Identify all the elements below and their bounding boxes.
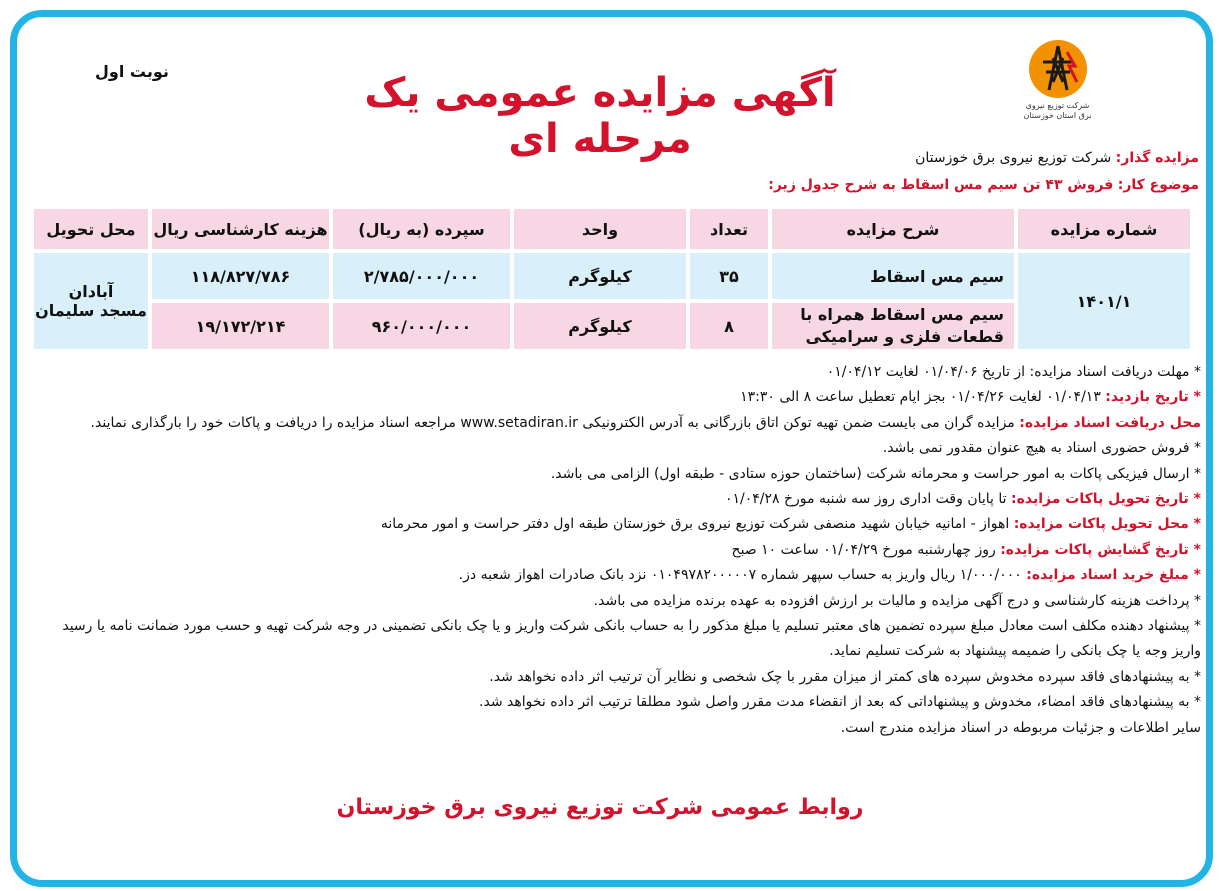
unit-cell: کیلوگرم [514, 253, 686, 299]
document-price-value: ۱/۰۰۰/۰۰۰ ریال واریز به حساب سپهر شماره ۰۱۰۴۹۷۸۲۰۰۰۰۰۷ نزد بانک صادرات اهواز شعبه دز. [458, 567, 1022, 584]
table-row [34, 303, 1190, 349]
envelope-location-label: * محل تحویل پاکات مزایده: [1013, 516, 1201, 533]
table-row [34, 253, 1190, 299]
note-envelope-deadline [31, 487, 1201, 512]
note-invalid-deposit: * به پیشنهادهای فاقد سپرده مخدوش سپرده های کمتر از میزان مقرر با چک شخصی و نظایر آن ترتیب اثر داده نخواهد شد. [489, 668, 1201, 685]
power-tower-logo-icon [1027, 38, 1089, 100]
note-document-location [31, 411, 1201, 436]
header-description: شرح مزایده [772, 209, 1014, 249]
note-invalid-proposals: * به پیشنهادهای فاقد امضاء، مخدوش و پیشنهاداتی که بعد از انقضاء مدت مقرر واصل شود مطلقا ترتیب اثر داده نخواهد شد. [479, 694, 1201, 711]
logo-caption: شرکت توزیع نیروی برق استان خوزستان [1023, 101, 1092, 120]
count-cell: ۸ [690, 303, 768, 349]
header-unit: واحد [514, 209, 686, 249]
auctioneer-label: مزایده گذار: [1115, 150, 1199, 166]
delivery-line2: مسجد سلیمان [35, 301, 147, 320]
header-auction-number: شماره مزایده [1018, 209, 1190, 249]
opening-date-label: * تاریخ گشایش پاکات مزایده: [1000, 541, 1201, 558]
opening-date-value: روز چهارشنبه مورخ ۰۱/۰۴/۲۹ ساعت ۱۰ صبح [731, 541, 996, 558]
description-cell: سیم مس اسقاط همراه با قطعات فلزی و سرامیکی [772, 303, 1014, 349]
envelope-deadline-label: * تاریخ تحویل پاکات مزایده: [1011, 491, 1201, 508]
count-cell: ۳۵ [690, 253, 768, 299]
deposit-cell: ۹۶۰/۰۰۰/۰۰۰ [333, 303, 510, 349]
auctioneer-value: شرکت توزیع نیروی برق خوزستان [915, 150, 1112, 166]
unit-cell: کیلوگرم [514, 303, 686, 349]
subject-label: موضوع کار: [1117, 177, 1199, 193]
company-logo [1020, 38, 1095, 133]
page-title: آگهی مزایده عمومی یک مرحله ای [364, 70, 836, 162]
deposit-cell: ۲/۷۸۵/۰۰۰/۰۰۰ [333, 253, 510, 299]
envelope-deadline-value: تا پایان وقت اداری روز سه شنبه مورخ ۰۱/۰۴/۲۸ [724, 491, 1007, 508]
note-opening-date [31, 538, 1201, 563]
delivery-cell [34, 253, 148, 349]
note-fees: * پرداخت هزینه کارشناسی و درج آگهی مزایده و مالیات بر ارزش افزوده به عهده برنده مزایده می باشد. [593, 592, 1201, 609]
visit-date-label: * تاریخ بازدید: [1105, 389, 1201, 406]
table-header-row [34, 209, 1190, 249]
subject-value: فروش ۴۳ تن سیم مس اسقاط به شرح جدول زیر: [768, 177, 1114, 193]
round-label: نوبت اول [95, 62, 169, 81]
note-guarantee: * پیشنهاد دهنده مکلف است معادل مبلغ سپرده تضمین های معتبر تسلیم یا مبلغ مذکور را به حساب بانکی شرکت واریز و یا چک بانکی تضمینی در وجه شرکت تهیه و حسب مورد ضمانت نامه یا رسید واریز وجه یا چک بانکی را ضمیمه پیشنهاد به شرکت تسلیم نماید. [62, 618, 1201, 660]
visit-date-value: ۰۱/۰۴/۱۳ لغایت ۰۱/۰۴/۲۶ بجز ایام تعطیل ساعت ۸ الی ۱۳:۳۰ [740, 389, 1101, 406]
note-other-info: سایر اطلاعات و جزئیات مربوطه در اسناد مزایده مندرج است. [840, 719, 1201, 736]
header-fee: هزینه کارشناسی ریال [152, 209, 329, 249]
footer-signature: روابط عمومی شرکت توزیع نیروی برق خوزستان [336, 795, 864, 820]
note-visit-date [31, 385, 1201, 410]
description-cell: سیم مس اسقاط [772, 253, 1014, 299]
header-deposit: سپرده (به ریال) [333, 209, 510, 249]
header-delivery: محل تحویل [34, 209, 148, 249]
fee-cell: ۱۹/۱۷۲/۲۱۴ [152, 303, 329, 349]
notes-section [31, 360, 1201, 741]
auction-table [30, 205, 1194, 353]
subject-line [768, 177, 1199, 193]
fee-cell: ۱۱۸/۸۲۷/۷۸۶ [152, 253, 329, 299]
note-document-price [31, 563, 1201, 588]
auctioneer-line [915, 150, 1199, 166]
note-document-deadline: * مهلت دریافت اسناد مزایده: از تاریخ ۰۱/۰۴/۰۶ لغایت ۰۱/۰۴/۱۲ [826, 364, 1201, 380]
document-location-label: محل دریافت اسناد مزایده: [1019, 414, 1201, 431]
note-envelope-location [31, 512, 1201, 537]
envelope-location-value: اهواز - امانیه خیابان شهید منصفی شرکت توزیع نیروی برق خوزستان طبقه اول دفتر حراست و امور محرمانه [380, 516, 1010, 533]
delivery-line1: آبادان [68, 282, 114, 301]
auction-number-cell: ۱۴۰۱/۱ [1018, 253, 1190, 349]
document-price-label: * مبلغ خرید اسناد مزایده: [1026, 567, 1201, 584]
note-physical-delivery: * ارسال فیزیکی پاکات به امور حراست و محرمانه شرکت (ساختمان حوزه ستادی - طبقه اول) الزامی می باشد. [550, 465, 1201, 482]
document-location-value: مزایده گران می بایست ضمن تهیه توکن اتاق بازرگانی به آدرس الکترونیکی www.setadiran.ir مراجعه اسناد مزایده را دریافت و پاکات خود را بارگذاری نمایند. [90, 414, 1015, 431]
header-count: تعداد [690, 209, 768, 249]
note-no-in-person-sale: * فروش حضوری اسناد به هیچ عنوان مقدور نمی باشد. [882, 440, 1201, 457]
